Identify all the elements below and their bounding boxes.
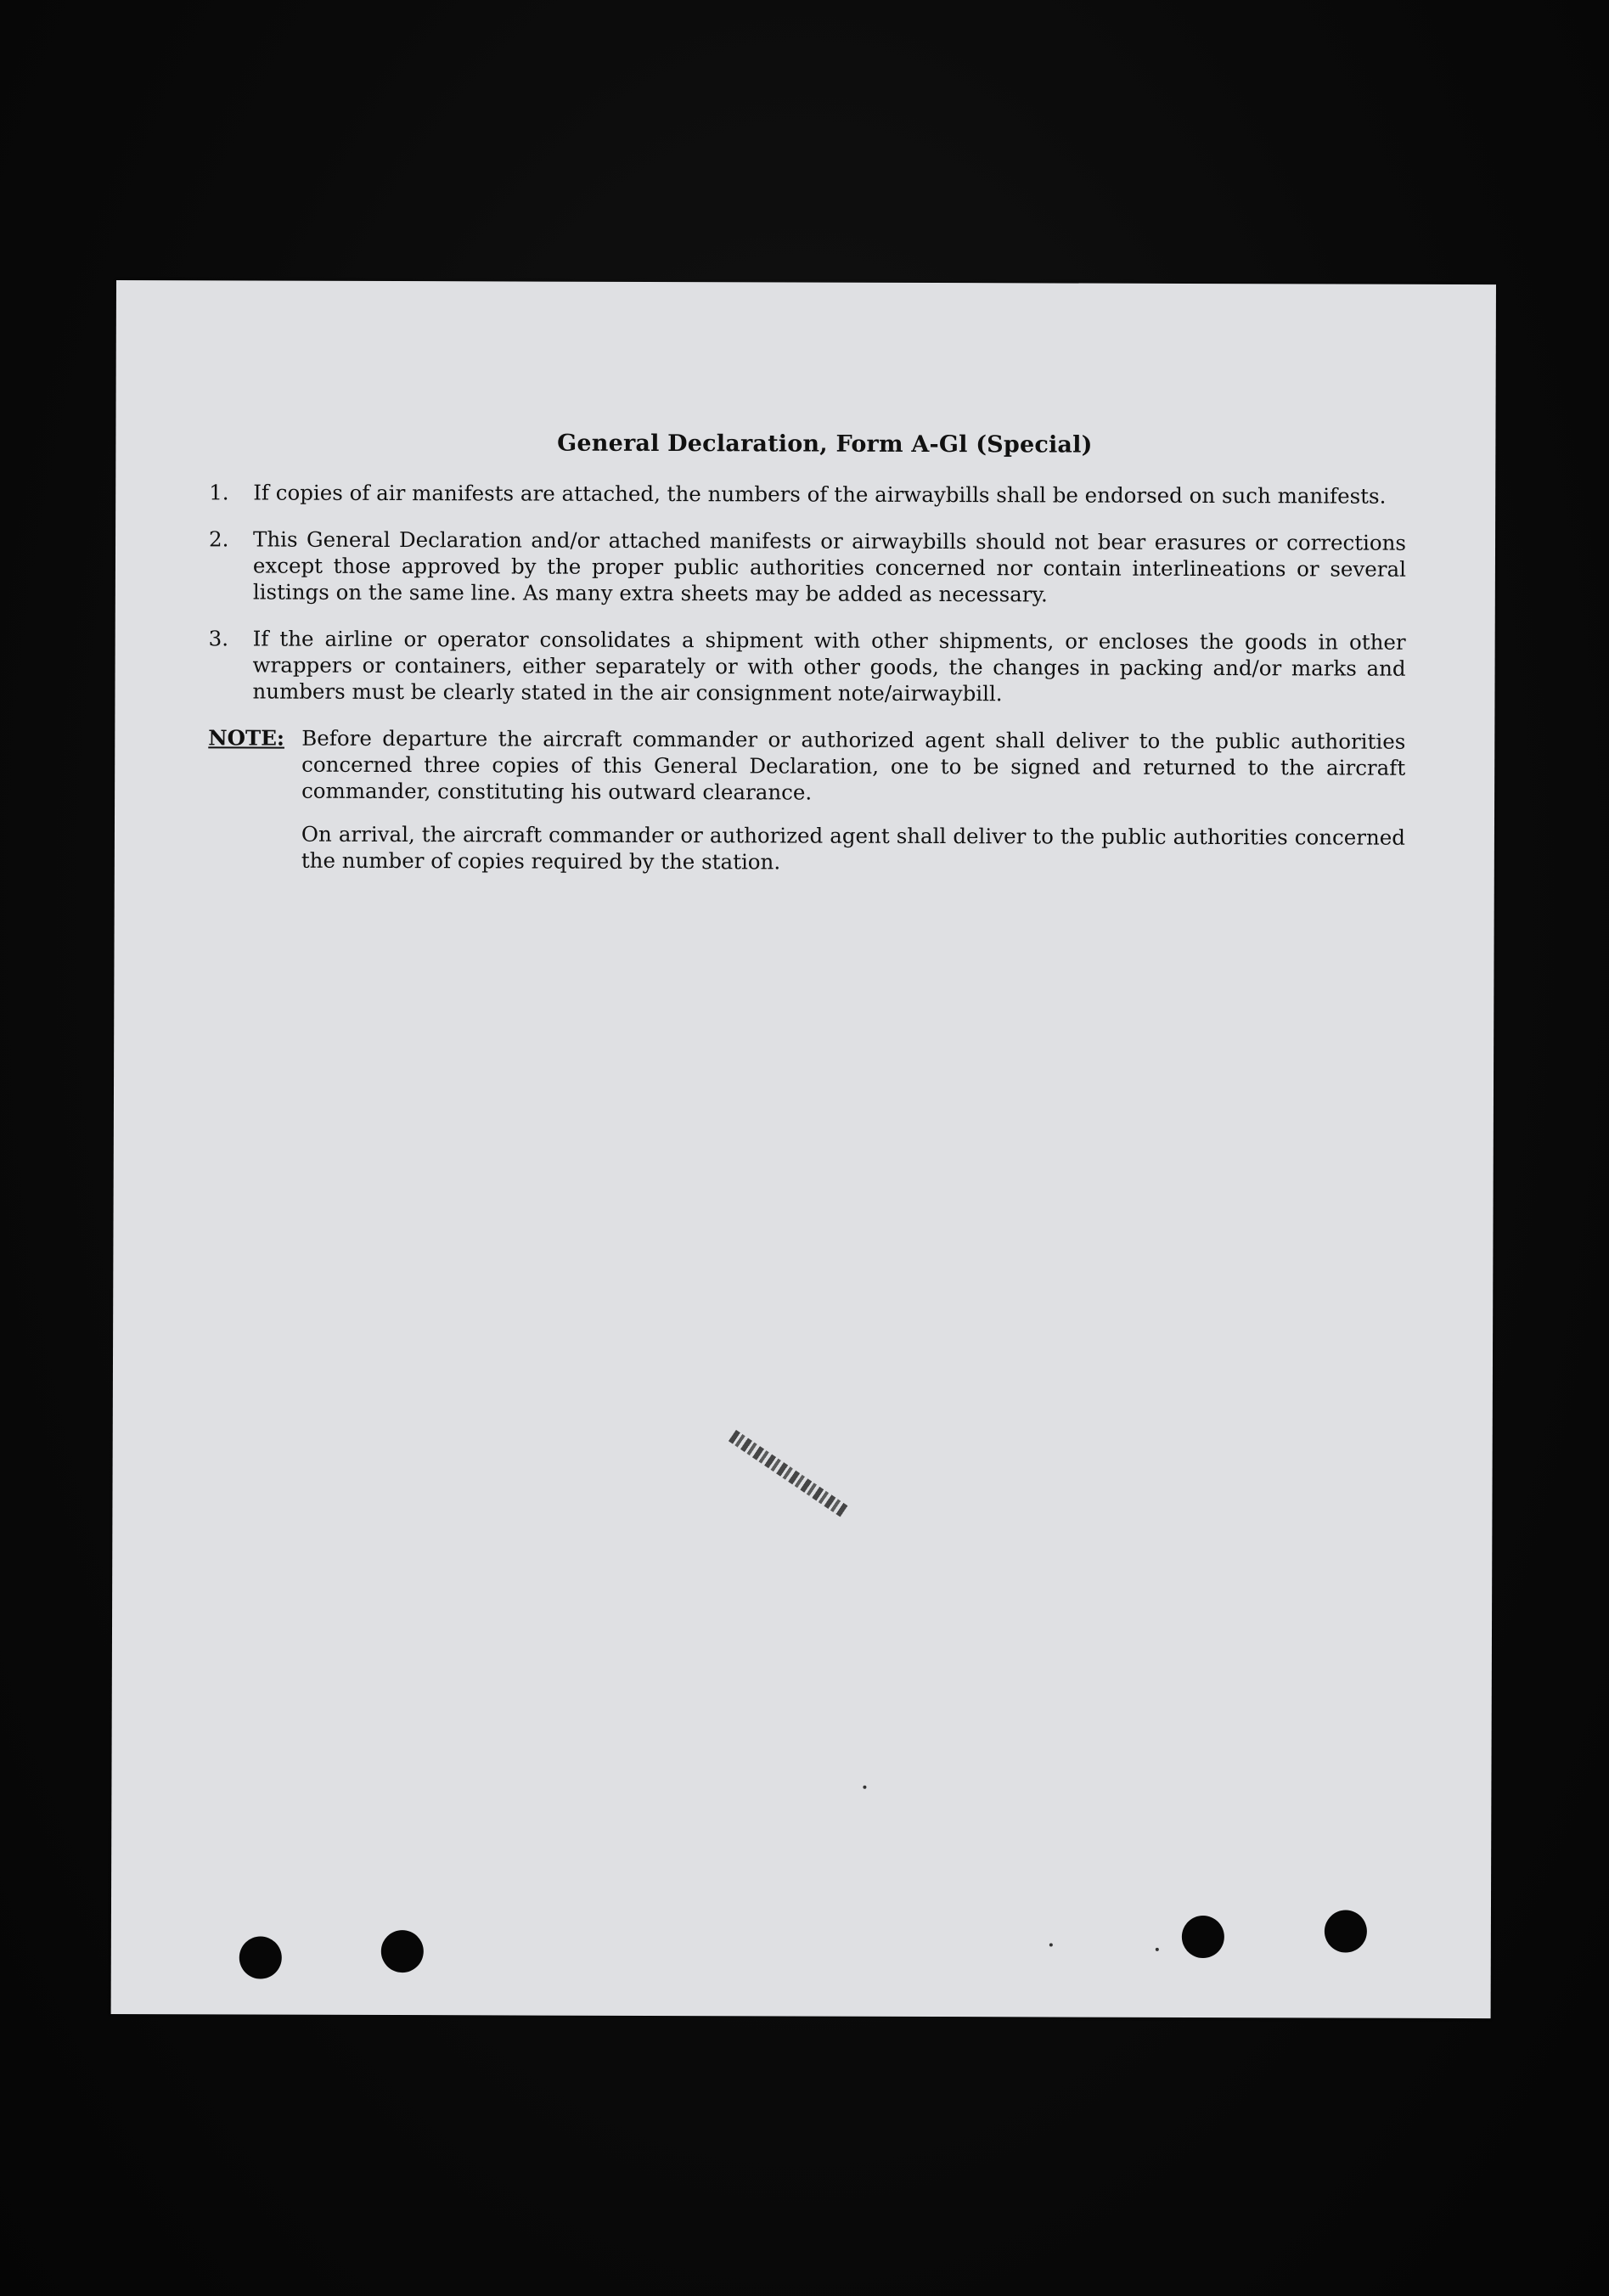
item-text: If copies of air manifests are attached, the numbers of the airwaybills shall be endorsed on such manifests. <box>253 480 1387 509</box>
document-page <box>111 280 1496 2018</box>
punch-hole-right-2 <box>1325 1910 1367 1952</box>
instruction-item-1 <box>209 479 1406 509</box>
note-paragraph-departure: Before departure the aircraft commander or authorized agent shall deliver to the public authorities concerned three copies of this General Declaration, one to be signed and returned to the aircraft commander, constituting his outward clearance. <box>301 725 1406 805</box>
item-text: If the airline or operator consolidates a shipment with other shipments, or encloses the goods in other wrappers or containers, either separately or with other goods, the changes in packing and/or marks and numbers must be clearly stated in the air consignment note/airwaybill. <box>252 626 1406 706</box>
note-label: NOTE: <box>208 725 285 751</box>
note-section <box>208 724 1406 893</box>
document-content <box>208 429 1407 893</box>
punch-hole-left-2 <box>381 1930 424 1972</box>
punch-hole-right-1 <box>1182 1916 1224 1958</box>
item-number: 3. <box>208 626 229 651</box>
dust-speck <box>1049 1943 1053 1946</box>
note-body <box>301 725 1406 894</box>
item-text: This General Declaration and/or attached manifests or airwaybills should not bear erasures or corrections except those approved by the proper public authorities concerned nor contain interlineations or several listings on the same line. As many extra sheets may be added as necessary. <box>252 526 1407 607</box>
instruction-item-3 <box>208 625 1405 707</box>
instruction-item-2 <box>209 526 1406 608</box>
dust-speck <box>863 1786 866 1789</box>
item-number: 1. <box>209 480 229 505</box>
punch-hole-left-1 <box>239 1936 282 1978</box>
item-number: 2. <box>208 526 229 552</box>
dust-speck <box>1156 1948 1159 1951</box>
form-title: General Declaration, Form A-Gl (Special) <box>557 430 1093 459</box>
note-paragraph-arrival: On arrival, the aircraft commander or authorized agent shall deliver to the public authorities concerned the number of copies required by the station. <box>301 821 1405 875</box>
faint-stamp-mark <box>729 1430 848 1517</box>
